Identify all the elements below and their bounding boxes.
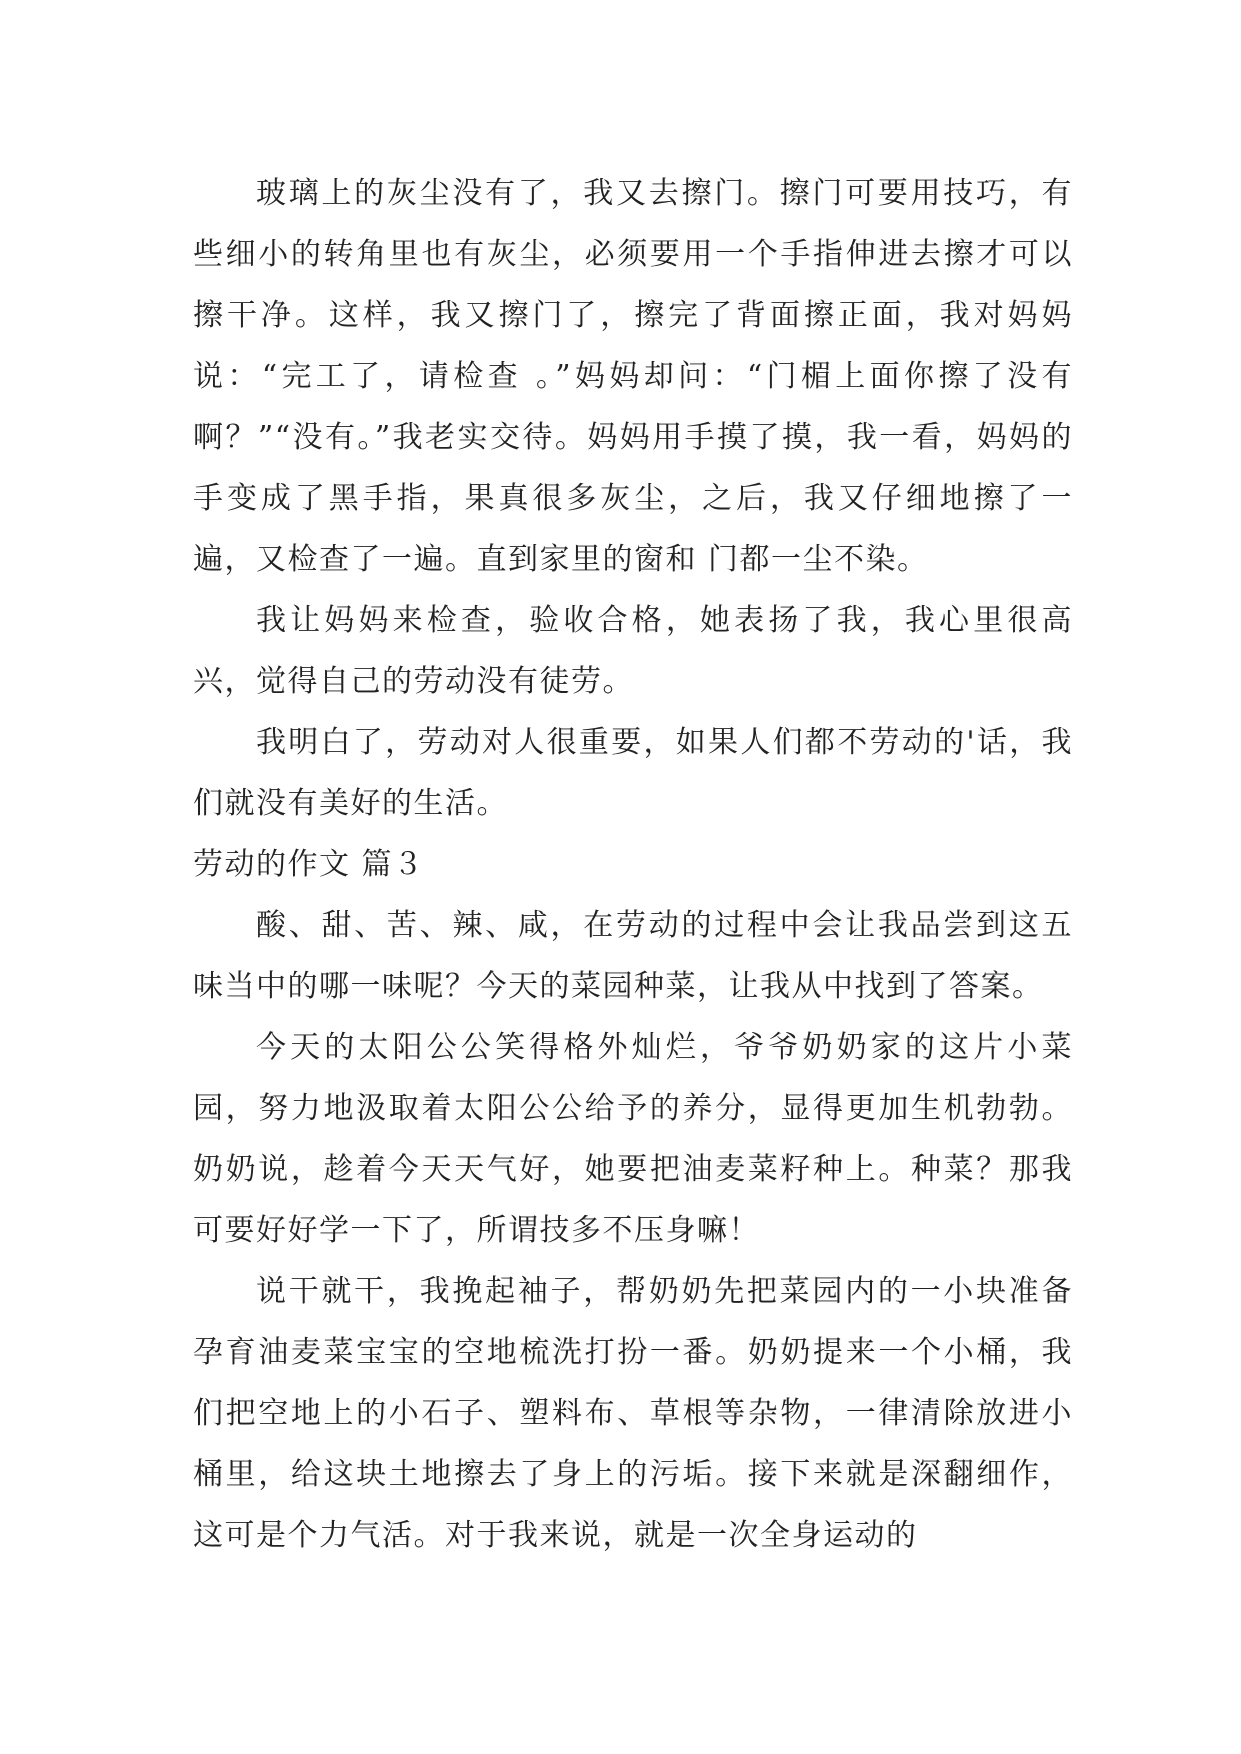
paragraph-window-door-cleaning: 玻璃上的灰尘没有了，我又去擦门。擦门可要用技巧，有些细小的转角里也有灰尘，必须要用一个手指伸进去擦才可以擦干净。这样，我又擦门了，擦完了背面擦正面，我对妈妈说：“完工了，请检查 。”妈妈却问：“门楣上面你擦了没有啊？”“没有。”我老实交待。妈妈用手摸了摸，我一看，妈妈的手变成了黑手指，果真很多灰尘，之后，我又仔细地擦了一遍，又检查了一遍。直到家里的窗和 门都一尘不染。 (193, 176, 1073, 577)
section-heading: 劳动的作文 篇３ (193, 847, 425, 882)
paragraph-vegetable-garden: 今天的太阳公公笑得格外灿烂，爷爷奶奶家的这片小菜园，努力地汲取着太阳公公给予的养分，显得更加生机勃勃。奶奶说，趁着今天天气好，她要把油麦菜籽种上。种菜？那我可要好好学一下了，所谓技多不压身嘛！ (193, 1030, 1073, 1248)
document-body (193, 163, 1073, 1566)
paragraph-mother-inspection: 我让妈妈来检查，验收合格，她表扬了我，我心里很高兴，觉得自己的劳动没有徒劳。 (193, 603, 1073, 699)
paragraph-labor-importance: 我明白了，劳动对人很重要，如果人们都不劳动的'话，我们就没有美好的生活。 (193, 725, 1073, 821)
paragraph-five-flavors: 酸、甜、苦、辣、咸，在劳动的过程中会让我品尝到这五味当中的哪一味呢？今天的菜园种菜，让我从中找到了答案。 (193, 908, 1073, 1004)
paragraph-preparing-soil: 说干就干，我挽起袖子，帮奶奶先把菜园内的一小块准备孕育油麦菜宝宝的空地梳洗打扮一番。奶奶提来一个小桶，我们把空地上的小石子、塑料布、草根等杂物，一律清除放进小桶里，给这块土地擦去了身上的污垢。接下来就是深翻细作，这可是个力气活。对于我来说，就是一次全身运动的 (193, 1274, 1073, 1553)
